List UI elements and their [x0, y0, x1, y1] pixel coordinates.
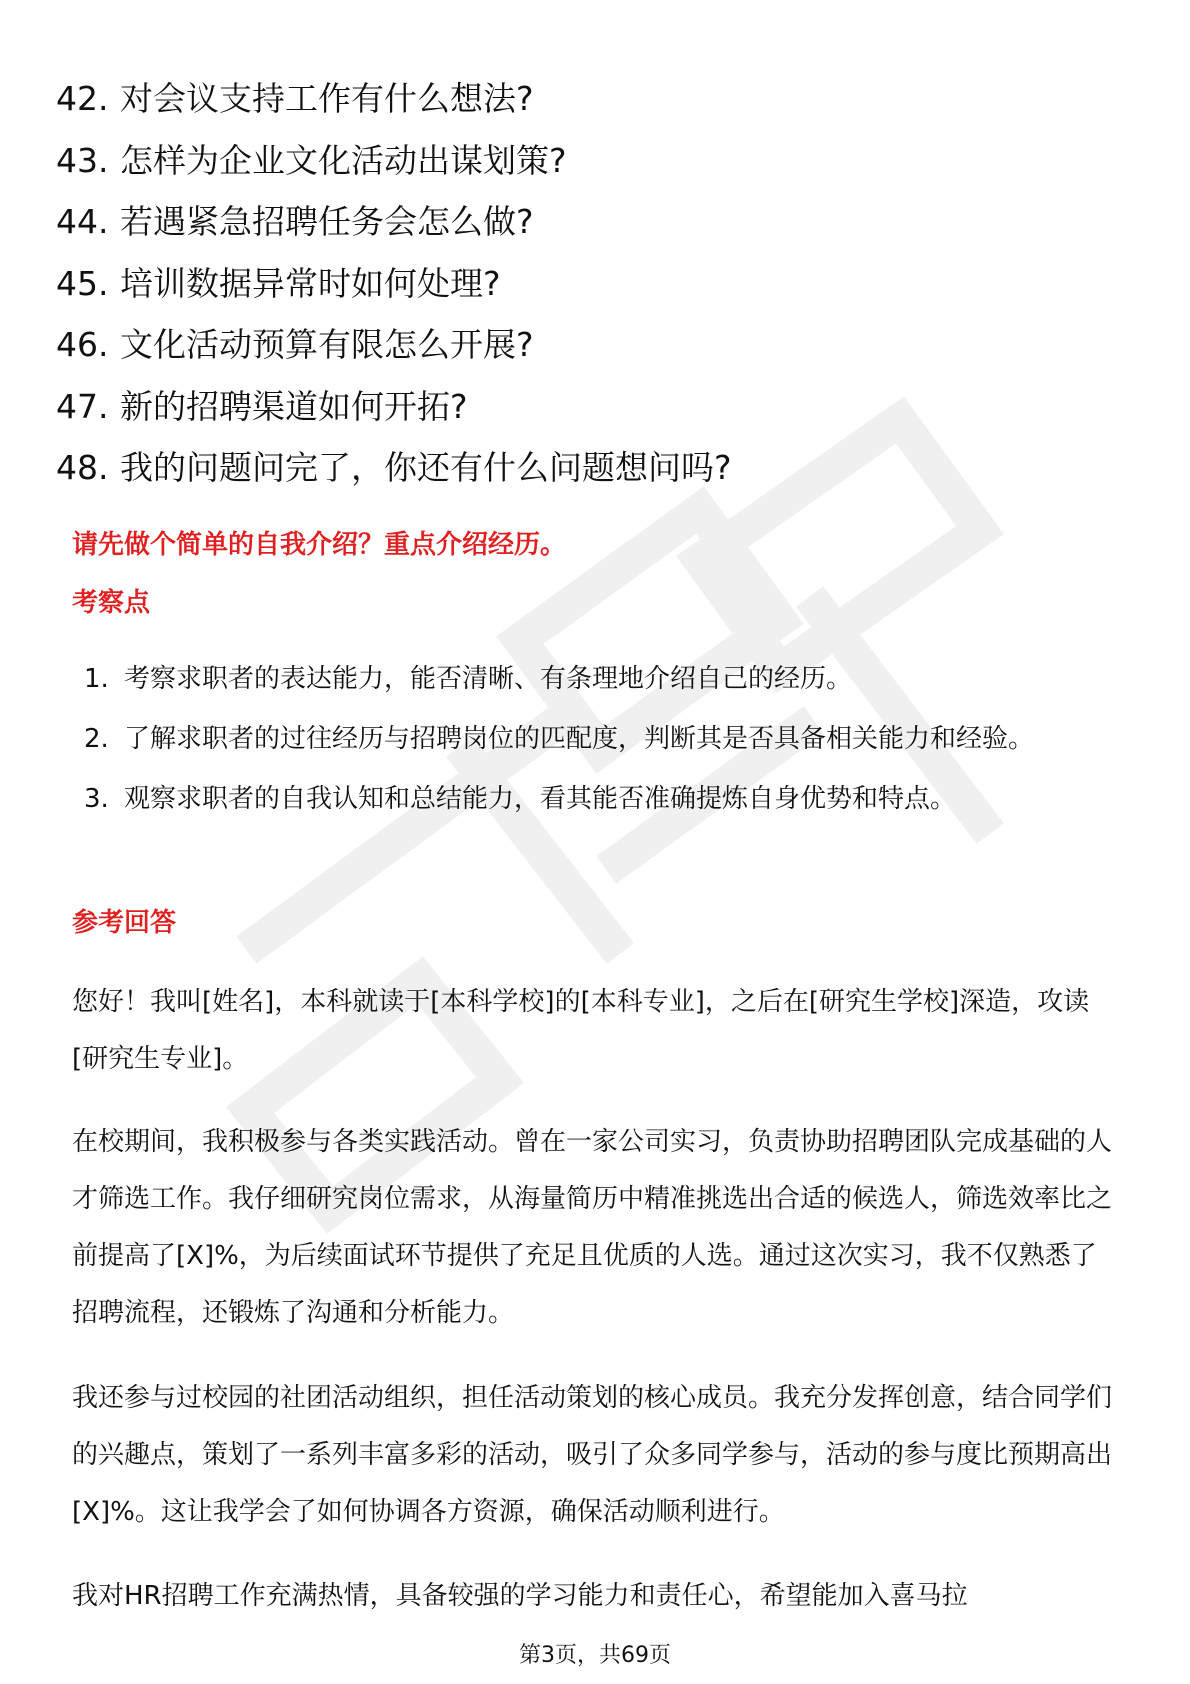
answer-paragraph: 在校期间，我积极参与各类实践活动。曾在一家公司实习，负责协助招聘团队完成基础的人才筛选工作。我仔细研究岗位需求，从海量简历中精准挑选出合适的候选人，筛选效率比之前提高了[X]%，为后续面试环节提供了充足且优质的人选。通过这次实习，我不仅熟悉了招聘流程，还锻炼了沟通和分析能力。 [72, 1127, 1113, 1328]
list-item-number: 3. [84, 784, 109, 814]
list-item [72, 772, 1132, 826]
page-footer: 第3页，共69页 [519, 1643, 671, 1668]
question-text: 若遇紧急招聘任务会怎么做? [120, 202, 534, 241]
question-item [56, 253, 1136, 315]
list-item-text: 考察求职者的表达能力，能否清晰、有条理地介绍自己的经历。 [124, 664, 853, 694]
list-item [72, 652, 1132, 706]
section-question-title: 请先做个简单的自我介绍？重点介绍经历。 [72, 530, 567, 560]
question-item [56, 376, 1136, 438]
question-item [56, 191, 1136, 253]
examine-points-heading: 考察点 [72, 588, 151, 618]
list-item-text: 观察求职者的自我认知和总结能力，看其能否准确提炼自身优势和特点。 [124, 784, 957, 814]
question-number: 46. [56, 325, 109, 364]
answer-paragraph: 我对HR招聘工作充满热情，具备较强的学习能力和责任心，希望能加入喜马拉 [72, 1581, 968, 1611]
question-number: 47. [56, 386, 109, 426]
question-text: 文化活动预算有限怎么开展? [120, 325, 534, 364]
list-item-number: 2. [84, 724, 109, 754]
question-item [56, 130, 1136, 192]
question-text: 新的招聘渠道如何开拓? [120, 386, 468, 426]
question-item [56, 68, 1136, 130]
question-number: 48. [56, 448, 109, 487]
question-number: 44. [56, 202, 109, 241]
question-text: 我的问题问完了，你还有什么问题想问吗? [120, 448, 732, 487]
answer-paragraph: 您好！我叫[姓名]，本科就读于[本科学校]的[本科专业]，之后在[研究生学校]深造，攻读[研究生专业]。 [72, 987, 1090, 1074]
question-number: 42. [56, 79, 109, 118]
question-number: 45. [56, 263, 109, 303]
question-item [56, 437, 1136, 499]
question-item [56, 314, 1136, 376]
list-item [72, 712, 1132, 766]
question-text: 培训数据异常时如何处理? [120, 263, 501, 303]
question-list [56, 68, 1136, 499]
list-item-number: 1. [84, 664, 109, 694]
reference-answer-heading: 参考回答 [72, 908, 177, 938]
list-item-text: 了解求职者的过往经历与招聘岗位的匹配度，判断其是否具备相关能力和经验。 [124, 724, 1035, 754]
examine-points-list [72, 652, 1132, 832]
question-text: 怎样为企业文化活动出谋划策? [120, 140, 567, 180]
question-text: 对会议支持工作有什么想法? [120, 79, 534, 118]
answer-paragraph: 我还参与过校园的社团活动组织，担任活动策划的核心成员。我充分发挥创意，结合同学们的兴趣点，策划了一系列丰富多彩的活动，吸引了众多同学参与，活动的参与度比预期高出[X]%。这让我学会了如何协调各方资源，确保活动顺利进行。 [72, 1383, 1113, 1527]
question-number: 43. [56, 140, 109, 180]
